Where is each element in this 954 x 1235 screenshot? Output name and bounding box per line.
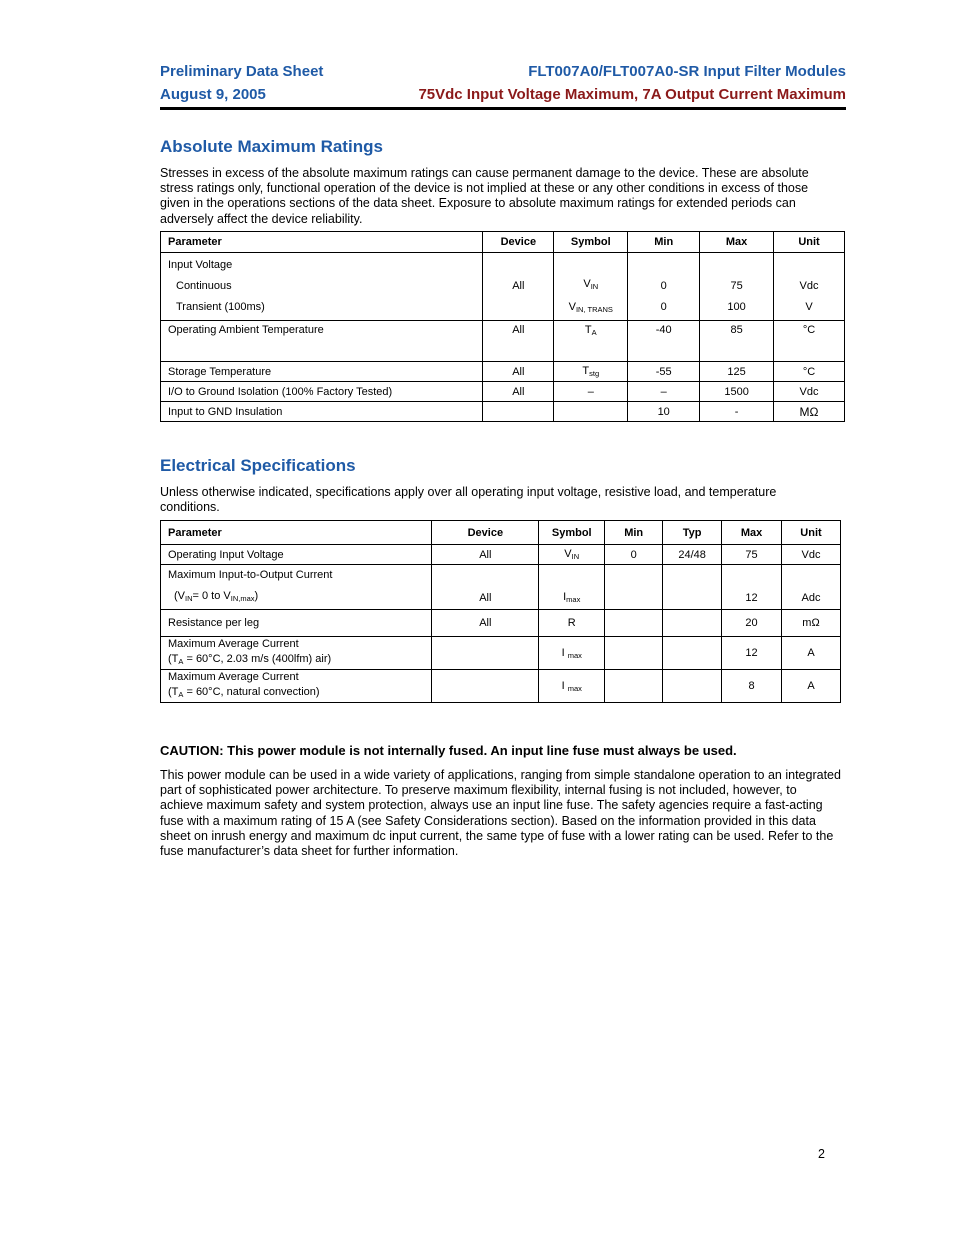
table-row	[161, 545, 841, 565]
min-value: -40	[628, 321, 700, 362]
section-title-abs-max: Absolute Maximum Ratings	[160, 137, 383, 156]
min-value: –	[628, 382, 700, 402]
param-label: Storage Temperature	[161, 362, 483, 382]
typ-value	[663, 637, 722, 670]
symbol-value: R	[539, 610, 605, 637]
table-row	[161, 321, 845, 362]
device-value: All	[483, 382, 554, 402]
param-condition: ($T_A = 60^\circ C$, 2.03 m/s (400lfm) air)	[168, 653, 332, 666]
col-header: Device	[483, 232, 554, 253]
table-row	[161, 402, 845, 422]
max-value: 12	[722, 637, 782, 670]
unit-value: °C	[774, 362, 845, 382]
param-label: Maximum Average Current	[168, 671, 299, 683]
table-row	[161, 565, 841, 610]
device-value: All	[483, 362, 554, 382]
min-value: 0	[660, 301, 667, 313]
param-condition: ($T_A = 60^\circ C$, natural convection)	[168, 686, 320, 699]
unit-value: Vdc	[774, 382, 845, 402]
device-value: All	[512, 280, 525, 292]
min-value: -55	[628, 362, 700, 382]
col-header: Device	[432, 521, 539, 545]
symbol-value: I $_{max}$	[539, 637, 605, 670]
device-value: All	[432, 610, 539, 637]
device-value: All	[432, 565, 539, 610]
symbol-value: I $_{max}$	[539, 670, 605, 703]
header-rule	[160, 107, 846, 110]
unit-value: Vdc	[782, 545, 841, 565]
device-value: All	[432, 545, 539, 565]
electrical-intro: Unless otherwise indicated, specifications apply over all operating input voltage, resistive load, and temperature conditions.	[160, 485, 777, 515]
abs-max-intro: Stresses in excess of the absolute maximum ratings can cause permanent damage to the device. These are absolute stress ratings only, functional operation of the device is not implied at these or any other conditions in excess of those given in the operations sections of the data sheet. Exposure to absolute maximum ratings for extended periods can adversely affect the device reliability.	[160, 166, 809, 226]
param-label: Resistance per leg	[161, 610, 432, 637]
table-row	[161, 253, 845, 321]
unit-value: Vdc	[799, 280, 819, 292]
typ-value	[663, 610, 722, 637]
table-row	[161, 382, 845, 402]
header-product: FLT007A0/FLT007A0-SR Input Filter Modules	[528, 63, 846, 80]
col-header: Parameter	[161, 232, 483, 253]
col-header: Parameter	[161, 521, 432, 545]
table-header-row	[161, 232, 845, 253]
typ-value: 24/48	[663, 545, 722, 565]
electrical-table	[160, 520, 841, 703]
max-value: -	[700, 402, 774, 422]
caution-body: This power module can be used in a wide variety of applications, ranging from simple standalone operation to an integrated part of sophisticated power architecture. To preserve maximum flexibility, internal fusing is not included, however, to achieve maximum safety and system protection, always use an input line fuse. The safety agencies require a fast-acting fuse with a maximum rating of 15 A (see Safety Considerations section). Based on the information provided in this data sheet on inrush energy and maximum dc input current, the same type of fuse with a lower rating can be used. Refer to the fuse manufacturer’s data sheet for further information.	[160, 768, 841, 859]
param-label: I/O to Ground Isolation (100% Factory Tested)	[161, 382, 483, 402]
device-value	[483, 402, 554, 422]
section-title-electrical: Electrical Specifications	[160, 456, 356, 475]
unit-value: mΩ	[782, 610, 841, 637]
device-value	[432, 670, 539, 703]
param-sub-label: Continuous	[176, 280, 232, 292]
table-row	[161, 362, 845, 382]
min-value: 10	[628, 402, 700, 422]
col-header: Unit	[774, 232, 845, 253]
symbol-value: $T_A$	[554, 321, 628, 362]
unit-value: MΩ	[774, 402, 845, 422]
max-value: 75	[730, 280, 743, 292]
max-value: 100	[727, 301, 746, 313]
header-doc-type: Preliminary Data Sheet	[160, 63, 324, 80]
header-rating: 75Vdc Input Voltage Maximum, 7A Output Current Maximum	[418, 86, 846, 103]
param-label: Input to GND Insulation	[161, 402, 483, 422]
table-header-row	[161, 521, 841, 545]
header-date: August 9, 2005	[160, 86, 266, 103]
param-sub-label: Transient (100ms)	[176, 301, 265, 313]
symbol-value: $I_{max}$	[539, 565, 605, 610]
col-header: Typ	[663, 521, 722, 545]
param-condition: ($V_{IN}= 0$ to $V_{IN,max}$)	[174, 590, 259, 603]
unit-value: Adc	[782, 565, 841, 610]
table-row	[161, 670, 841, 703]
col-header: Max	[700, 232, 774, 253]
param-label: Input Voltage	[168, 259, 233, 271]
abs-max-table	[160, 231, 845, 422]
max-value: 75	[722, 545, 782, 565]
max-value: 85	[700, 321, 774, 362]
typ-value	[663, 670, 722, 703]
unit-value: V	[805, 301, 813, 313]
min-value	[605, 565, 663, 610]
min-value	[605, 637, 663, 670]
min-value: 0	[660, 280, 667, 292]
max-value: 1500	[700, 382, 774, 402]
unit-value: A	[782, 670, 841, 703]
symbol-value: –	[554, 382, 628, 402]
col-header: Min	[605, 521, 663, 545]
param-label: Maximum Average Current	[168, 638, 299, 650]
max-value: 125	[700, 362, 774, 382]
symbol-value: $T_{stg}$	[554, 362, 628, 382]
table-row	[161, 610, 841, 637]
max-value: 12	[722, 565, 782, 610]
col-header: Symbol	[554, 232, 628, 253]
unit-value: A	[782, 637, 841, 670]
col-header: Unit	[782, 521, 841, 545]
unit-value: °C	[774, 321, 845, 362]
typ-value	[663, 565, 722, 610]
param-label: Maximum Input-to-Output Current	[168, 569, 333, 581]
col-header: Min	[628, 232, 700, 253]
max-value: 20	[722, 610, 782, 637]
caution-heading: CAUTION: This power module is not internally fused. An input line fuse must always be used.	[160, 743, 737, 758]
param-label: Operating Input Voltage	[161, 545, 432, 565]
col-header: Max	[722, 521, 782, 545]
symbol-value	[554, 402, 628, 422]
max-value: 8	[722, 670, 782, 703]
symbol-value: $V_{IN}$	[583, 278, 599, 291]
min-value	[605, 610, 663, 637]
col-header: Symbol	[539, 521, 605, 545]
param-label: Operating Ambient Temperature	[161, 321, 483, 362]
table-row	[161, 637, 841, 670]
device-value	[432, 637, 539, 670]
page-number: 2	[818, 1147, 825, 1161]
min-value	[605, 670, 663, 703]
min-value: 0	[605, 545, 663, 565]
symbol-value: $V_{IN}$	[539, 545, 605, 565]
symbol-value: $V_{IN, TRANS}$	[568, 301, 613, 314]
device-value: All	[483, 321, 554, 362]
